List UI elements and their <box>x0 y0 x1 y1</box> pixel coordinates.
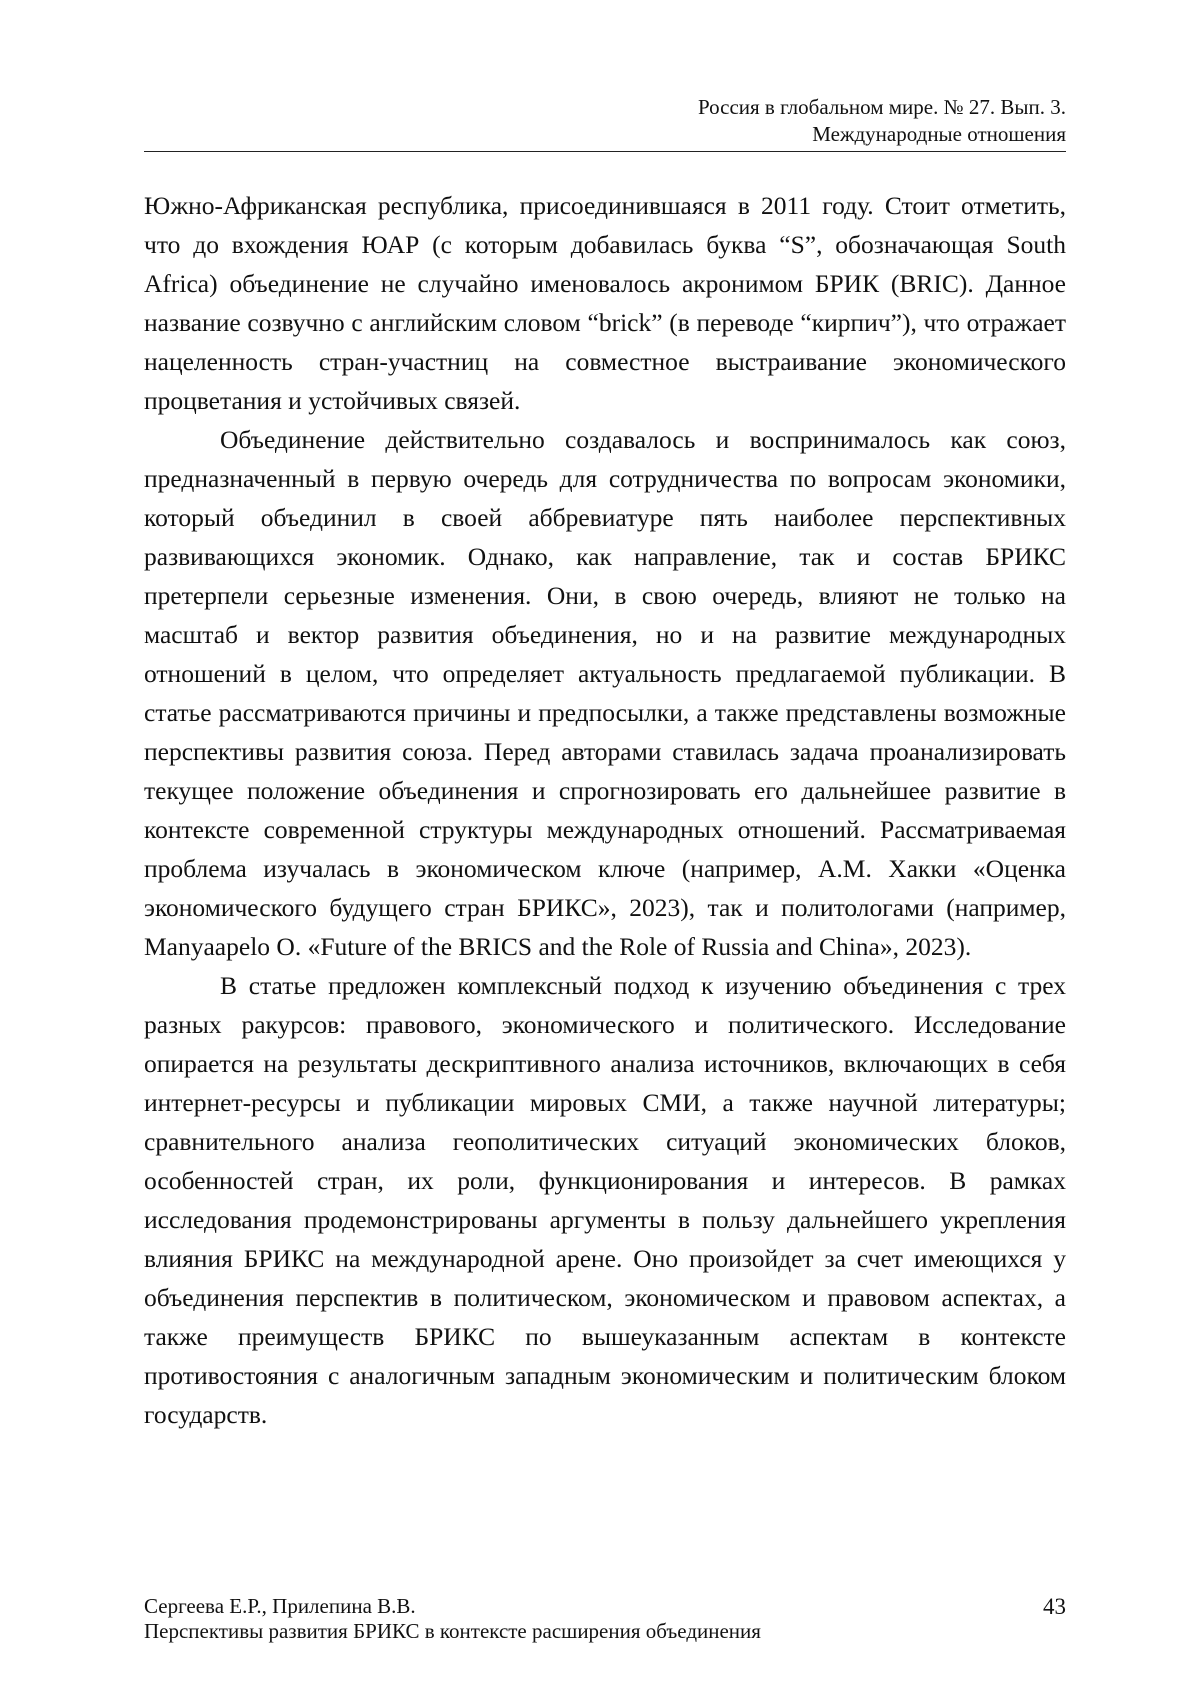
running-header <box>144 94 1066 148</box>
header-divider <box>144 151 1066 152</box>
running-footer <box>144 1594 1066 1644</box>
footer-authors: Сергеева Е.Р., Прилепина В.В. <box>144 1594 416 1618</box>
paragraph: Объединение действительно создавалось и воспринималось как союз, предназначенный в первую очередь для сотрудничества по вопросам экономики, который объединил в своей аббревиатуре пять наиболее перспективных развивающихся экономик. Однако, как направление, так и состав БРИКС претерпели серьезные изменения. Они, в свою очередь, влияют не только на масштаб и вектор развития объединения, но и на развитие международных отношений в целом, что определяет актуальность предлагаемой публикации. В статье рассматриваются причины и предпосылки, а также представлены возможные перспективы развития союза. Перед авторами ставилась задача проанализировать текущее положение объединения и спрогнозировать его дальнейшее развитие в контексте современной структуры международных отношений. Рассматриваемая проблема изучалась в экономическом ключе (например, А.М. Хакки «Оценка экономического будущего стран БРИКС», 2023), так и политологами (например, Manyaapelo O. «Future of the BRICS and the Role of Russia and China», 2023). <box>144 425 1066 961</box>
journal-title: Россия в глобальном мире. № 27. Вып. 3. <box>697 95 1066 119</box>
footer-article-title: Перспективы развития БРИКС в контексте расширения объединения <box>144 1619 761 1643</box>
journal-section: Международные отношения <box>812 122 1066 146</box>
paragraph: В статье предложен комплексный подход к изучению объединения с трех разных ракурсов: правового, экономического и политического. Исследование опирается на результаты дескриптивного анализа источников, включающих в себя интернет-ресурсы и публикации мировых СМИ, а также научной литературы; сравнительного анализа геополитических ситуаций экономических блоков, особенностей стран, их роли, функционирования и интересов. В рамках исследования продемонстрированы аргументы в пользу дальнейшего укрепления влияния БРИКС на международной арене. Оно произойдет за счет имеющихся у объединения перспектив в политическом, экономическом и правовом аспектах, а также преимуществ БРИКС по вышеуказанным аспектам в контексте противостояния с аналогичным западным экономическим и политическим блоком государств. <box>144 971 1066 1429</box>
page-number: 43 <box>1043 1594 1066 1619</box>
body-text <box>144 186 1066 1434</box>
paragraph: Южно-Африканская республика, присоединившаяся в 2011 году. Стоит отметить, что до вхождения ЮАР (с которым добавилась буква “S”, обозначающая South Africa) объединение не случайно именовалось акронимом БРИК (BRIC). Данное название созвучно с английским словом “brick” (в переводе “кирпич”), что отражает нацеленность стран-участниц на совместное выстраивание экономического процветания и устойчивых связей. <box>144 191 1066 415</box>
